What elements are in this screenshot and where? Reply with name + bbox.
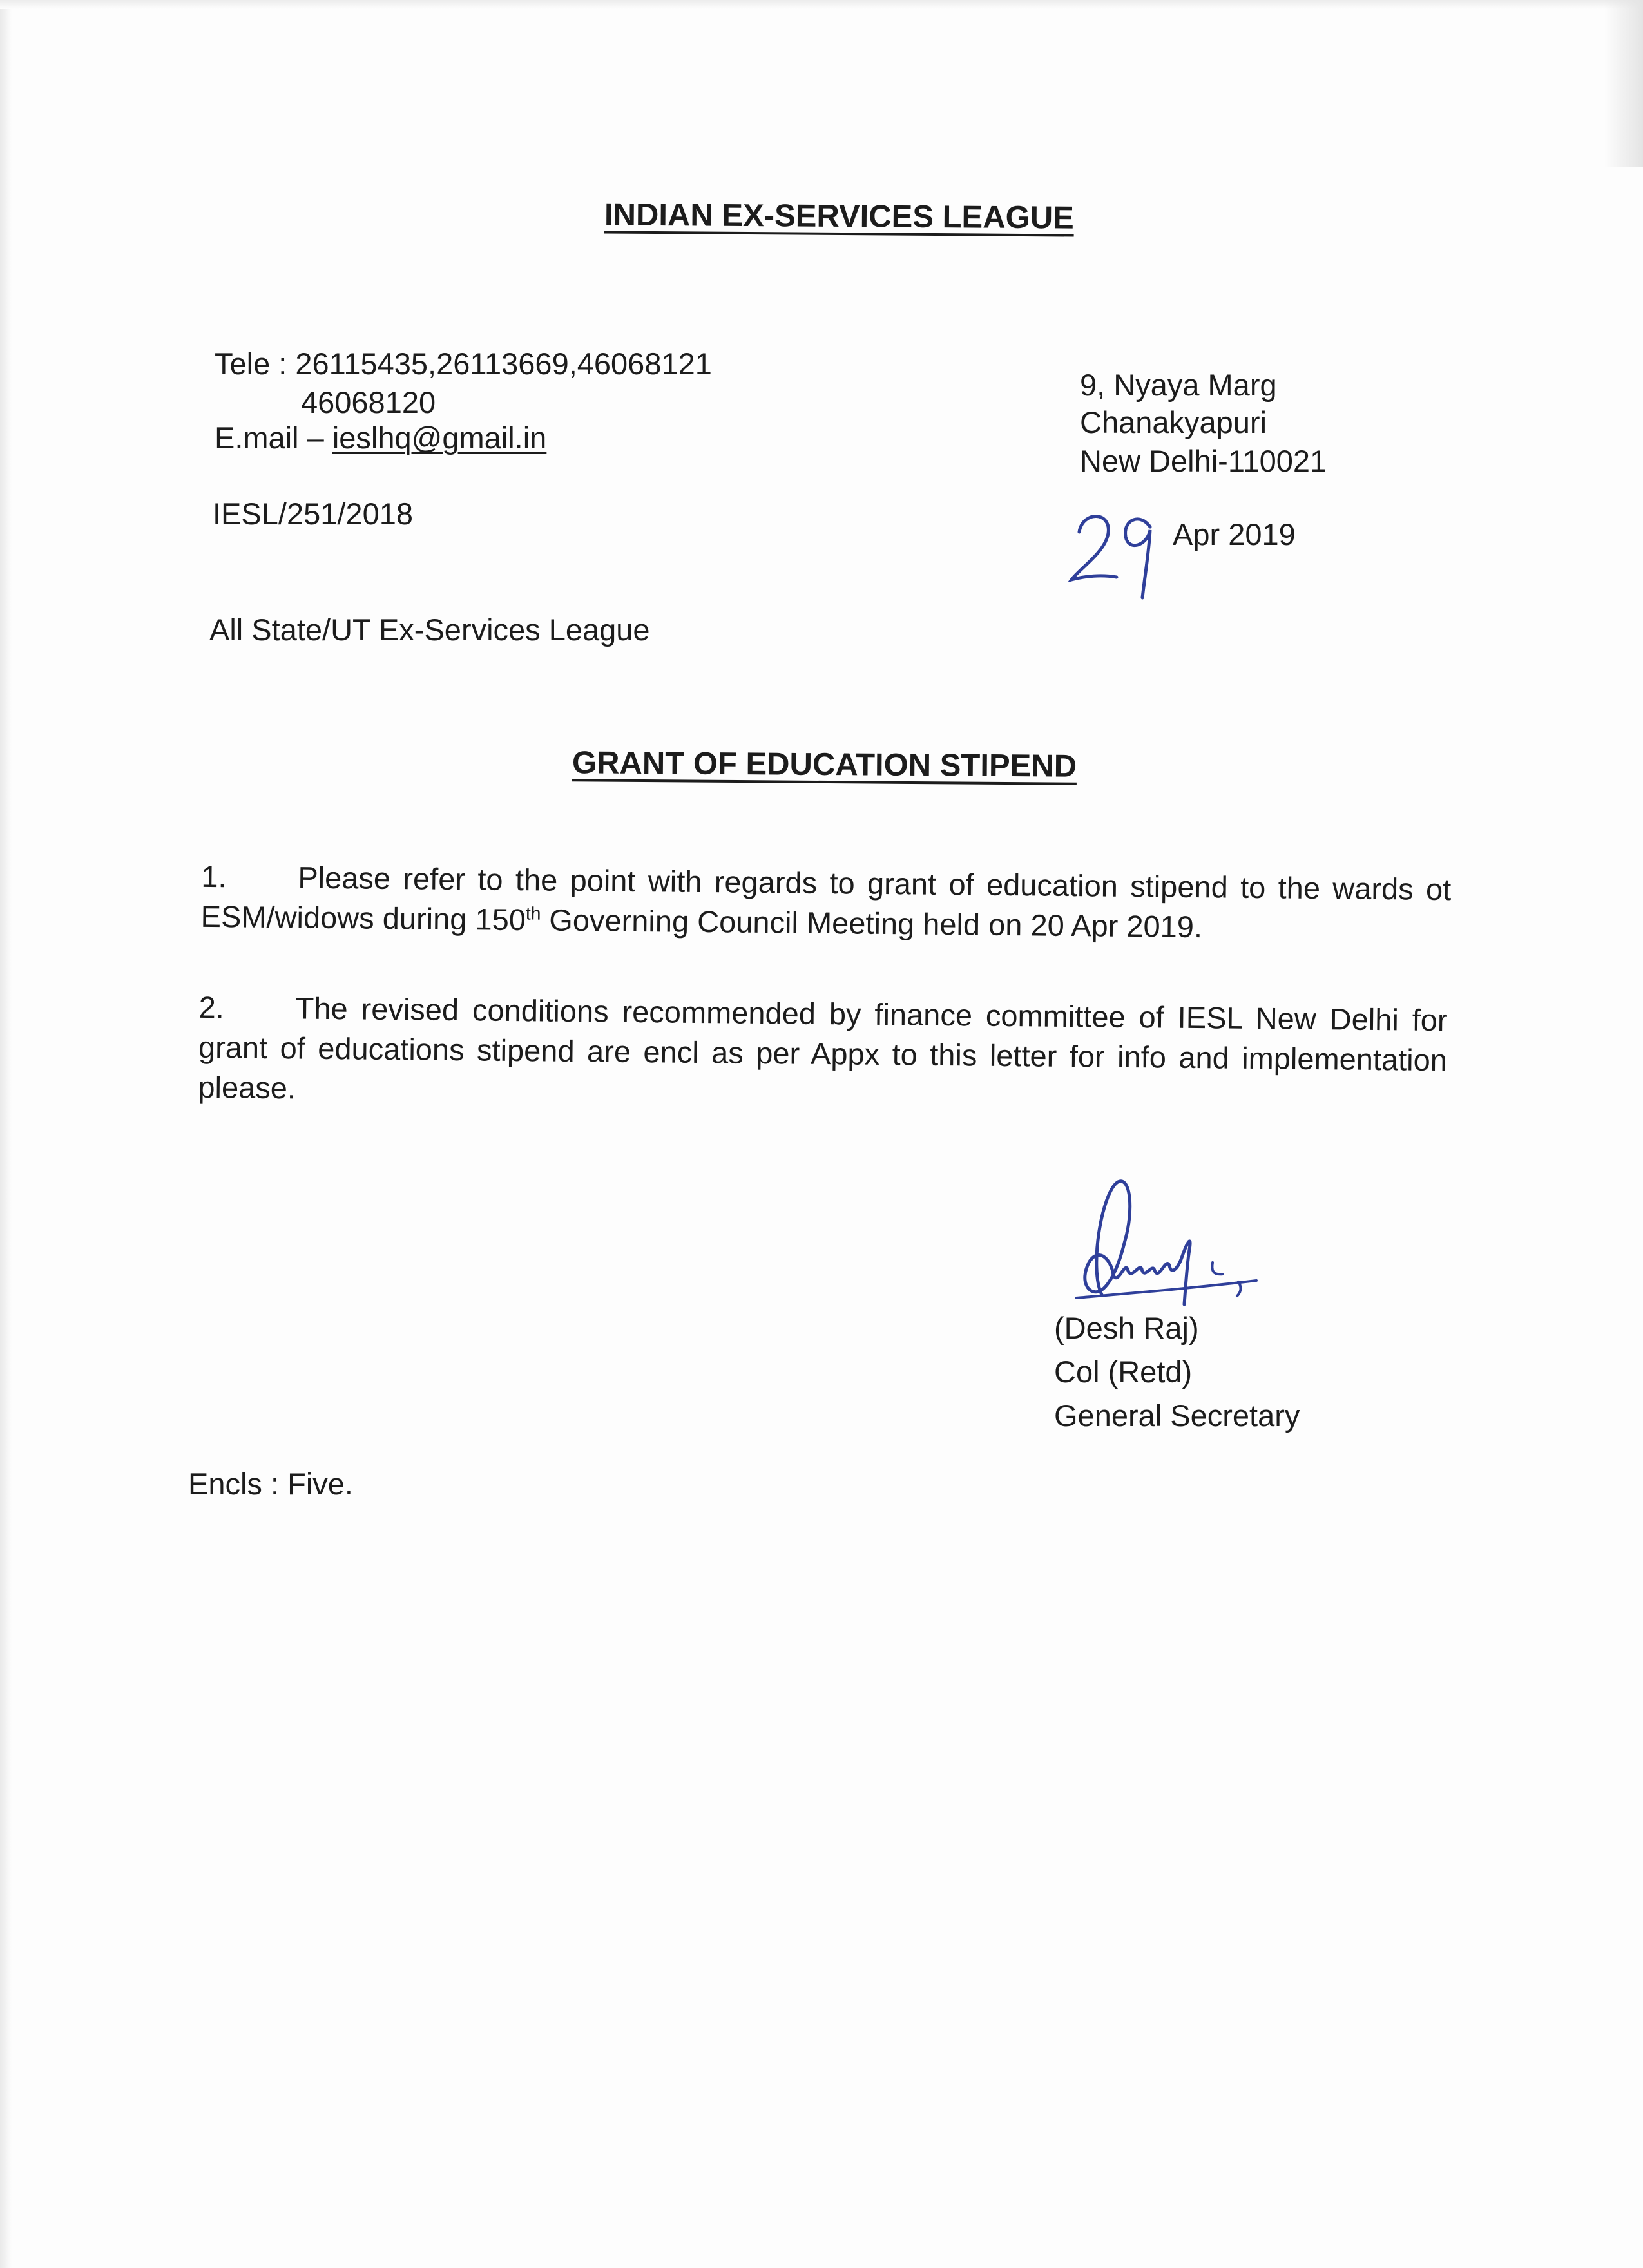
- addressee: All State/UT Ex-Services League: [209, 613, 650, 647]
- address-line-2: Chanakyapuri: [1080, 405, 1267, 439]
- email-line: [215, 420, 546, 456]
- date-month-year: Apr 2019: [1173, 517, 1296, 551]
- signatory-designation: General Secretary: [1054, 1398, 1300, 1433]
- subject-heading: GRANT OF EDUCATION STIPEND: [572, 745, 1077, 784]
- signature-drawing: [1063, 1172, 1276, 1320]
- address-line-1: 9, Nyaya Marg: [1080, 368, 1277, 402]
- paragraph-2-text: The revised conditions recommended by finance committee of IESL New Delhi for grant of educations stipend are encl as per Appx to this letter for info and implementation please.: [198, 991, 1448, 1105]
- ordinal-suffix: th: [525, 903, 541, 924]
- scan-shadow-left: [0, 0, 12, 2268]
- paragraph-2-number: 2.: [198, 989, 225, 1025]
- paragraph-1-text-end: Governing Council Meeting held on 20 Apr 2019.: [540, 902, 1203, 944]
- email-link[interactable]: ieslhq@gmail.in: [332, 421, 547, 455]
- scan-shadow-right: [1604, 0, 1643, 167]
- signatory-rank: Col (Retd): [1054, 1355, 1193, 1389]
- paragraph-1-number: 1.: [201, 859, 227, 894]
- organization-heading: INDIAN EX-SERVICES LEAGUE: [604, 197, 1074, 236]
- paragraph-2: [198, 987, 1448, 1120]
- enclosures-note: Encls : Five.: [188, 1467, 353, 1501]
- handwritten-day-29-drawing: [1066, 508, 1169, 604]
- signature: [1063, 1172, 1276, 1320]
- email-label: E.mail –: [215, 421, 332, 455]
- reference-number: IESL/251/2018: [213, 497, 413, 531]
- scan-shadow-top: [0, 0, 1643, 9]
- telephone-line: Tele : 26115435,26113669,46068121: [215, 347, 712, 381]
- handwritten-date-day: [1066, 508, 1169, 604]
- address-line-3: New Delhi-110021: [1080, 444, 1327, 478]
- telephone-line-2: 46068120: [301, 385, 436, 419]
- paragraph-1-text: Please refer to the point with regards to grant of education stipend to the wards ot ESM/widows during 150: [200, 860, 1452, 937]
- paragraph-1: [200, 857, 1451, 949]
- signatory-name: (Desh Raj): [1054, 1311, 1199, 1345]
